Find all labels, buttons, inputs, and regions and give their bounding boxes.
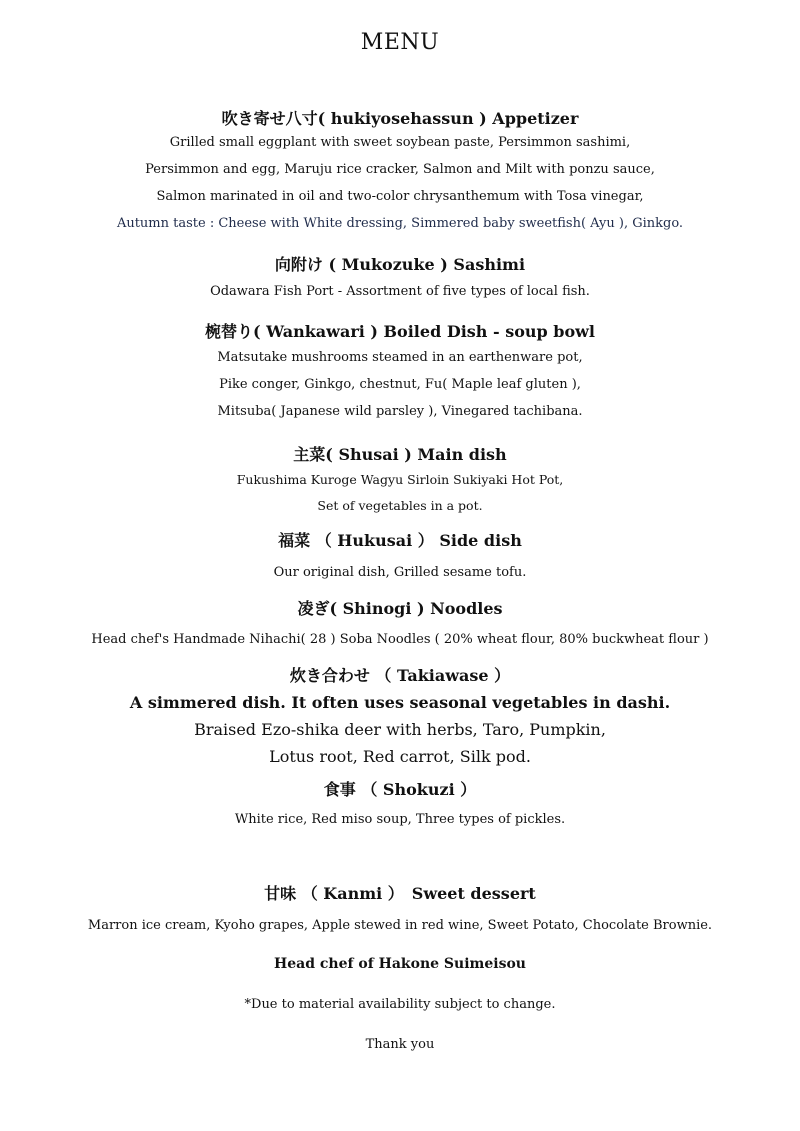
course-line: Marron ice cream, Kyoho grapes, Apple stewed in red wine, Sweet Potato, Chocolate Brownie. (87, 918, 713, 933)
course-line: Autumn taste : Cheese with White dressing, Simmered baby sweetfish( Ayu ), Ginkgo. (116, 216, 684, 231)
availability-note: *Due to material availability subject to change. (244, 997, 556, 1012)
course-line: Pike conger, Ginkgo, chestnut, Fu( Maple leaf gluten ), (219, 377, 581, 392)
course-line: Grilled small eggplant with sweet soybean paste, Persimmon sashimi, (169, 135, 631, 150)
course-line: White rice, Red miso soup, Three types of pickles. (234, 812, 566, 827)
course-line: Salmon marinated in oil and two-color chrysanthemum with Tosa vinegar, (156, 189, 644, 204)
course-line: Set of vegetables in a pot. (317, 498, 483, 513)
course-heading-shokuzi: 食事 （ Shokuzi ） (323, 780, 477, 799)
course-heading-sashimi: 向附け ( Mukozuke ) Sashimi (274, 255, 526, 274)
course-heading-noodles: 凌ぎ( Shinogi ) Noodles (297, 599, 503, 618)
course-heading-boiled-dish: 椀替り( Wankawari ) Boiled Dish - soup bowl (205, 322, 595, 341)
menu-title: MENU (360, 30, 440, 55)
course-heading-side-dish: 福菜 （ Hukusai ） Side dish (278, 531, 522, 550)
course-line: Lotus root, Red carrot, Silk pod. (269, 747, 531, 766)
course-line: Braised Ezo-shika deer with herbs, Taro, Pumpkin, (194, 720, 606, 739)
course-heading-takiawase: 炊き合わせ （ Takiawase ） (289, 666, 511, 685)
course-line: Head chef's Handmade Nihachi( 28 ) Soba Noodles ( 20% wheat flour, 80% buckwheat flour ) (91, 632, 709, 647)
course-heading-main-dish: 主菜( Shusai ) Main dish (293, 445, 507, 464)
course-line: Mitsuba( Japanese wild parsley ), Vinegared tachibana. (217, 404, 583, 419)
course-line: Fukushima Kuroge Wagyu Sirloin Sukiyaki Hot Pot, (236, 472, 564, 487)
chef-signature: Head chef of Hakone Suimeisou (274, 956, 526, 972)
course-line: Matsutake mushrooms steamed in an earthenware pot, (217, 350, 583, 365)
course-line: Odawara Fish Port - Assortment of five types of local fish. (210, 284, 590, 299)
course-subheading: A simmered dish. It often uses seasonal vegetables in dashi. (129, 693, 671, 712)
course-line: Persimmon and egg, Maruju rice cracker, Salmon and Milt with ponzu sauce, (145, 162, 655, 177)
course-heading-dessert: 甘味 （ Kanmi ） Sweet dessert (264, 884, 536, 903)
course-heading-appetizer: 吹き寄せ八寸( hukiyosehassun ) Appetizer (221, 109, 579, 128)
thank-you-text: Thank you (365, 1037, 435, 1052)
course-line: Our original dish, Grilled sesame tofu. (273, 565, 527, 580)
